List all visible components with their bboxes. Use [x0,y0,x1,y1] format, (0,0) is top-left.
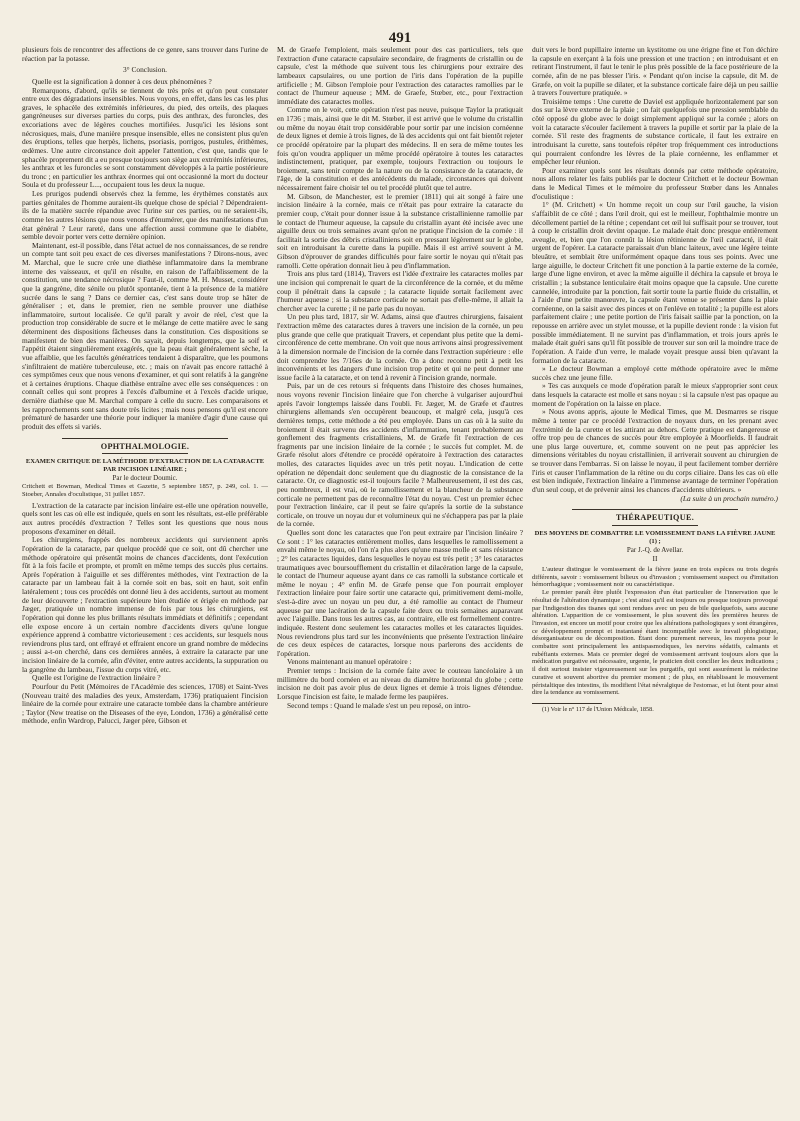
column-middle [277,46,523,1111]
column-left [22,46,268,1111]
paragraph: Le premier paraît être plutôt l'expression d'un état particulier de l'innervation que le résultat de l'altération dynamique ; c'est ainsi qu'il est toujours ou presque toujours provoqué par l'indigestion des tisanes qui sont rendues avec un peu de bile quelquefois, sans aucune altération. L'apparition de ce vomissement, le plus souvent dès les premières heures de l'invasion, est encore un motif pour croire que les altérations pathologiques y sont étrangères, ce développement prompt et instantané étant incompatible avec le travail phlogistique, désorganisateur ou de décomposition. Étant donc purement nerveux, les moyens pour le combattre sont principalement les antispasmodiques, les nervins sédatifs, calmants et rubéfiants externes. Mais ce premier degré de vomissement arrivant toujours alors que la médication purgative est nécessaire, urgente, le praticien doit concilier les deux indications ; il doit surtout insister vigoureusement sur les purgatifs, qui sont assurément la médecine curative et souvent abortive du premier moment ; de plus, en rétablissant le mouvement péristaltique des intestins, ils modifient l'état névralgique de l'estomac, et lui ôtent pour ainsi dire la tendance au vomissement. [532,589,778,697]
section-divider [572,509,738,510]
continued-note: (La suite à un prochain numéro.) [680,493,778,503]
paragraph: Quelle est l'origine de l'extraction linéaire ? [32,673,161,683]
section-divider [62,438,228,439]
section-title: OPHTHALMOLOGIE. [100,441,190,451]
paragraph: duit vers le bord pupillaire interne un kystitome ou une érigne fine et l'on déchire la capsule en exerçant à la fois une pression et une traction ; en introduisant et en retirant l'instrument, il faut le tenir le plus près possible de la face postérieure de la cornée, afin de ne pas blesser l'iris. « Pendant qu'on incise la capsule, dit M. de Græfe, on voit la pupille se dilater, et la substance corticale faire déjà un peu saillie à travers l'ouverture pratiquée. » [532,46,778,98]
paragraph: Quelle est la signification à donner à ces deux phénomènes ? [32,76,212,86]
paragraph: Remarquons, d'abord, qu'ils se tiennent de très près et qu'on peut constater entre eux des dégradations insensibles. Nous voyons, en effet, dans les cas les plus graves, le sphacèle des extrémités inférieures, du pied, des orteils, des plaques gangréneuses sur diverses parties du corps, puis des anthrax, des furoncles, des excoriations avec de légères couches mortifiées. Jusqu'ici les lésions sont nécrosiques, mais, d'une manière presque insensible, elles ne consistent plus qu'en des éruptions, telles que herpès, lichens, psoriasis, porrigos, pustules, érithèmes, œdèmes. Une autre circonstance doit appeler l'attention, c'est que, tandis que le sphacèle proprement dit a eu presque toujours son siège aux extrémités inférieures, les anthrax et les furoncles se sont constamment développés à la partie postérieure du tronc ; en particulier les anthrax énormes qui ont occasionné la mort du docteur Soula et du professeur L..., occupaient tous les deux la nuque. [22,85,268,190]
conclusion-heading: 3° Conclusion. [122,65,167,75]
paragraph: Un peu plus tard, 1817, sir W. Adams, ainsi que d'autres chirurgiens, faisaient l'extraction même des cataractes dures à travers une incision de la cornée, un peu plus grande que celle que pratiquait Travers, et cependant plus petite que la demi-circonférence de cette membrane. On voit que nous arrivons ainsi progressivement à la dimension normale de l'incision de la cornée dans l'extraction supérieure : elle doit comprendre les 7/16es de la cornée. On a donc reconnu petit à petit les inconvénients et les dangers d'une incision trop petite et qui ne peut donner une issue facile à la cataracte, et on tend à revenir à l'incision grande, normale. [277,312,523,382]
section-roman-numeral: II [652,554,658,564]
paragraph: Pour examiner quels sont les résultats donnés par cette méthode opératoire, nous allons relater les faits publiés par le docteur Critchett et le docteur Bowman dans le Medical Times et le mémoire du professeur Stœber dans les Annales d'oculistique : [532,165,778,201]
paragraph: L'extraction de la cataracte par incision linéaire est-elle une opération nouvelle, quels sont les cas où elle est indiquée, quels en sont les résultats, est-elle préférable aux autres procédés d'extraction ? Telles sont les questions que nous nous proposons d'examiner en détail. [22,500,268,536]
paragraph: » Tes cas auxquels ce mode d'opération paraît le mieux s'approprier sont ceux dans lesquels la cataracte est molle et sans noyau : si la capsule n'est pas opaque au moment de l'opération on la laisse en place. [532,381,778,408]
paragraph: Second temps : Quand le malade s'est un peu reposé, on intro- [287,700,471,710]
paragraph: plusieurs fois de rencontrer des affections de ce genre, sans trouver dans l'urine de réaction par la potasse. [22,46,268,63]
article-title: EXAMEN CRITIQUE DE LA MÉTHODE D'EXTRACTION DE LA CATARACTE PAR INCISION LINÉAIRE ; [25,458,265,474]
paragraph: 1° (M. Critchett) « Un homme reçoit un coup sur l'œil gauche, la vision s'affaiblit de ce côté ; dans l'œil droit, qui est le meilleur, l'ophthalmie montre un décollement partiel de la rétine ; cependant cet œil lui suffisait pour se trouver, tout à coup le cristallin droit devint opaque. Le malade était donc presque entièrement aveugle, et, bien que l'on connût la lésion rétinienne de l'œil cataracté, il était urgent de l'opérer. La cataracte paraissait d'un blanc laiteux, avec une légère teinte bleuâtre, et semblait être uniformément opaque dans tous ses points. Avec une large aiguille, le docteur Critchett fit une ponction à la partie externe de la cornée, large d'une ligne environ, et avec la même aiguille il déchira la capsule et broya le cristallin ; la substance lenticulaire était moins opaque que la capsule. Une curette cannelée, introduite par la ponction, fait sortir toute la partie fluide du cristallin, et à l'aide d'une petite manœuvre, la capsule étant venue se présenter dans la plaie cornéenne, on la saisit avec des pinces et on l'enlève en totalité ; la pupille est alors parfaitement claire ; une petite portion de l'iris faisait saillie par la ponction, on la repousse en arrière avec un stylet mousse, et la pupille devient ronde : la vision fut possible immédiatement. Il ne survint pas d'inflammation, et trois jours après le malade était guéri sans qu'il fût possible de trouver sur son œil la moindre trace de l'opération. A l'aide d'un verre, le malade voyait presque aussi bien qu'avant la formation de la cataracte. [532,200,778,365]
paragraph: Quelles sont donc les cataractes que l'on peut extraire par l'incision linéaire ? Ce sont : 1° les cataractes entièrement molles, dans lesquelles le ramollissement a envahi même le noyau, où l'on n'a plus alors qu'une masse molle et sans résistance ; 2° les cataractes liquides, dans lesquelles le noyau est très petit ; 3° les cataractes traumatiques avec boursoufflement du cristallin et dilacération large de la capsule, le contact de l'humeur aqueuse ayant dans ce cas ramolli la substance corticale et même le noyau ; 4° enfin M. de Græfe pense que l'on pourrait employer l'extraction linéaire pour faire sortir une cataracte qui, primitivement demi-molle, s'est-à-dire avec un noyau un peu dur, a été ramollie au contact de l'humeur aqueuse par une lacération de la capsule faite deux ou trois semaines auparavant avec l'aiguille. Dans tous les autres cas, au contraire, elle est formellement contre-indiquée. Restent donc seulement les cataractes molles et les cataractes liquides. Nous reviendrons plus tard sur les inconvénients que présente l'extraction linéaire de ces deux espèces de cataractes, lorsque nous parlerons des accidents de l'opération. [277,528,523,658]
article-references: Critchett et Bowman, Medical Times et Gazette, 5 septembre 1857, p. 249, col. 1. — Stoeber, Annales d'oculistique, 31 juillet 1857. [22,482,268,498]
paragraph: Puis, par un de ces retours si fréquents dans l'histoire des choses humaines, nous voyons revenir l'incision linéaire que l'on cherche à vulgariser aujourd'hui après l'avoir longtemps laissée dans l'oubli. Fr. Jæger, M. de Græfe et d'autres chirurgiens allemands s'en occupèrent beaucoup, et malgré cela, jusqu'à ces dernières temps, cette méthode a été peu employée. Dans un cas où à la suite du broiement il était survenu des accidents d'inflammation, tenant probablement au gonflement des fragments cristalliniens, M. de Græfe fit l'extraction de ces fragments par une incision linéaire de la cornée ; le succès fut complet. M. de Græfe résolut alors d'étendre ce procédé opératoire à l'extraction des cataractes molles, des cataractes liquides avec un très petit noyau. L'indication de cette opération ne dépendait donc seulement que du diagnostic de la consistance de la cataracte. Or, ce diagnostic est-il toujours facile ? Malheureusement, il est des cas, peu nombreux, il est vrai, où le ramollissement et la blancheur de la substance corticale ne permettent pas de reconnaître l'état du noyau. C'est un premier échec pour l'extraction linéaire, car il peut se faire qu'après la sortie de la substance corticale, on trouve un noyau dur et volumineux qui ne s'échappera pas par la plaie de la cornée. [277,381,523,529]
column-right [532,46,778,1111]
paragraph: Pourfour du Petit (Mémoires de l'Académie des sciences, 1708) et Saint-Yves (Nouveau traité des maladies des yeux, Amsterdam, 1736) pratiquaient l'incision linéaire de la cornée pour extraire une cataracte tombée dans la chambre antérieure ; Taylor (New treatise on the Diseases of the eye, London, 1736) a généralisé cette méthode, enfin Wardrop, Palucci, Jæger père, Gibson et [22,681,268,726]
paragraph: Maintenant, est-il possible, dans l'état actuel de nos connaissances, de se rendre un compte tant soit peu exact de ces diverses manifestations ? Dirons-nous, avec M. Marchal, que le sucre crée une diathèse inflammatoire dans la membrane interne des vaisseaux, et qu'il en résulte, en raison de l'affaiblissement de la constitution, une tendance nécrosique ? Faut-il, comme M. H. Musset, considérer que la gangrène, dite sénile ou plutôt spontanée, tient à la présence de la matière sucrée dans le sang ? Dans ce dernier cas, c'est sans doute trop se hâter de généraliser ; et, dans le premier, rien ne semble prouver une diathèse inflammatoire, surtout localisée. Ce qu'il paraît y avoir de réel, c'est que la production trop considérable de sucre et le mélange de cette matière avec le sang déterminent des dispositions fâcheuses dans la constitution. Ces dispositions se manifestent de bien des manières. On sayait, depuis longtemps, que la soif et l'appétit étaient singulièrement exagérés, que la peau était généralement sèche, la vue affaiblie, que les facultés génératrices tendaient à disparaître, que les poumons s'infiltraient de matière tuberculeuse, etc. ; mais on n'avait pas encore rattaché à ces symptômes ceux que nous venons d'examiner, et qui sont relatifs à la gangrène et à certaines éruptions. Chaque diathèse entraîne avec elle ses conséquences : on connaît celles qui sont propres à l'excès d'albumine et à l'excès d'acide urique, dernière diathèse que M. Marchal compare à celle du sucre. Les comparaisons et les rapprochements sont sans doute très licites ; mais nous pensons qu'il est encore prématuré de hasarder une théorie pour indiquer la manière d'agir d'une cause qui produit des effets si variés. [22,240,268,431]
title-divider [612,525,698,526]
footnote: (1) Voir le n° 117 de l'Union Médicale, 1858. [542,705,654,713]
paragraph: Comme on le voit, cette opération n'est pas neuve, puisque Taylor la pratiquait en 1736 ; mais, ainsi que le dit M. Stœber, il est arrivé que le volume du cristallin ou même du noyau était trop considérable pour sortir par une incision cornéenne de deux lignes et demie à trois lignes, de là des accidents qui ont fait bientôt rejeter ce procédé opératoire par la plupart des médecins. Il en sera de même toutes les fois qu'on voudra appliquer un même procédé opératoire à toutes les cataractes indistinctement, pratiquer, par exemple, toujours l'extraction ou toujours le broiement, sans tenir compte de la nature ou de la consistance de la cataracte, de l'âge, de la constitution et des antécédents du malade, circonstances qui doivent nécessairement faire choisir tel ou tel procédé plutôt que tel autre. [277,105,523,192]
paragraph: Premier temps : Incision de la cornée faite avec le couteau lancéolaire à un millimètre du bord cornéen et au niveau du diamètre horizontal du globe ; cette incision ne doit pas avoir plus de deux lignes et demie à trois lignes d'étendue. Lorsque l'incision est faite, le malade ferme les paupières. [277,666,523,701]
paragraph: Trois ans plus tard (1814), Travers est l'idée d'extraire les cataractes molles par une incision qui comprenait le quart de la circonférence de la cornée, et du même coup il pénétrait dans la capsule ; la cataracte liquide sortait facilement avec l'humeur aqueuse ; si la substance corticale ne sortait pas d'elle-même, il allait la chercher avec la curette ; il ne parle pas du noyau. [277,269,523,313]
paragraph: L'auteur distingue le vomissement de la fièvre jaune en trois espèces ou trois degrés différents, savoir : vomissement bilieux ou d'invasion ; vomissement suspect ou d'imitation hémorrhagique ; vomissement noir ou caractéristique. [532,566,778,589]
paragraph: M. de Graefe l'emploient, mais seulement pour des cas particuliers, tels que l'extraction d'une cataracte capsulaire secondaire, de fragments de cristallin ou de capsule, c'est la méthode que suivent tous les chirurgiens pour extraire des lambeaux capsulaires, ou une portion de l'iris dans l'opération de la pupille artificielle ; M. Gibson l'emploie pour l'extraction des cataractes ramollies par le contact de l'humeur aqueuse ; MM. de Graefe, Stœber, etc., pour l'extraction immédiate des cataractes molles. [277,46,523,106]
paragraph: Les prurigos pudendi observés chez la femme, les érythèmes constatés aux parties génitales de l'homme auraient-ils quelque chose de spécial ? Dépendraient-ils de la matière sucrée répandue avec l'urine sur ces parties, ou ne seraient-ils, comme les autres lésions que nous venons d'énumérer, que des manifestations d'un état général ? Leur rareté, dans une affection aussi commune que le diabète, semble devoir porter vers cette dernière opinion. [22,189,268,242]
article-author: Par le docteur Doumic. [112,474,178,483]
paragraph: » Le docteur Bowman a employé cette méthode opératoire avec le même succès chez une jeune fille. [532,364,778,382]
paragraph: Troisième temps : Une curette de Daviel est appliquée horizontalement par son dos sur la lèvre externe de la plaie ; on fait quelquefois une pression semblable du côté opposé du globe avec le doigt simplement appliqué sur la cornée ; alors on voit la cataracte s'écouler facilement à travers la pupille et sortir par la plaie de la cornée. S'il reste des fragments de substance corticale, il faut les extraire en introduisant la curette, sans toutefois répéter trop fréquemment ces introductions qui pourraient confondre les lèvres de la plaie cornéenne, les enflammer et empêcher leur réunion. [532,96,778,167]
page-number: 491 [388,30,412,46]
paragraph: » Nous avons appris, ajoute le Medical Times, que M. Desmarres se risque même à tenter par ce procédé l'extraction de noyaux durs, en les prenant avec l'extrémité de la curette et les attirant au dehors. Cette pratique est dangereuse et offre trop peu de chances de succès pour être employée à Moorfields. Il faudrait une plus large ouverture, et, comme souvent on ne peut pas apprécier les dimensions véritables du noyau cristallinien, il arriverait souvent au chirurgien de se trouver dans l'embarras. Si on laisse le noyau, il peut facilement tomber derrière l'iris et causer l'inflammation de la rétine ou du corps ciliaire. Dans les cas où elle est bien indiquée, l'extraction linéaire a l'immense avantage de terminer l'opération d'un seul coup, et de prévenir ainsi les chances d'accidents ultérieurs. » [532,407,778,494]
article-author: Par J.-Q. de Avellar. [626,545,684,554]
section-title: THÉRAPEUTIQUE. [615,513,695,523]
paragraph: Les chirurgiens, frappés des nombreux accidents qui surviennent après l'opération de la cataracte, par quelque procédé que ce soit, ont dû chercher une méthode opératoire qui présentât moins de chances d'accidents, dont l'exécution fût à la fois facile et prompte, et promît en même temps des succès plus certains. Après l'opération à l'aiguille et ses différentes méthodes, vint l'extraction de la cataracte par un lambeau fait à la cornée soit en bas, soit en haut, soit enfin latéralement ; tous ces procédés ont donné lieu à des accidents, surtout au moment de leur découverte ; l'extraction supérieure bien étudiée et érigée en méthode par Jæger, pratiquée un nombre immense de fois par tous les chirurgiens, est l'opération qui donne les plus brillants résultats immédiats et définitifs ; cependant elle expose encore à un certain nombre d'accidents divers qu'une longue expérience apprend à combattre victorieusement : ces accidents, sur lesquels nous reviendrons plus tard, ont effrayé et effraient encore un grand nombre de médecins ; aussi a-t-on cherché, dans ces dernières années, à extraire la cataracte par une incision linéaire de la cornée, afin d'éviter, entre autres accidents, la suppuration ou la gangrène du lambeau, l'issue du corps vitré, etc. [22,535,268,674]
title-divider [102,453,188,454]
footnote-divider [532,703,602,704]
paragraph: Venons maintenant au manuel opératoire : [287,657,412,667]
article-title: DES MOYENS DE COMBATTRE LE VOMISSEMENT DANS LA FIÈVRE JAUNE (1) ; [534,529,776,545]
paragraph: M. Gibson, de Manchester, est le premier (1811) qui ait songé à faire une incision linéaire à la cornée, mais ce n'était pas pour extraire la cataracte du premier coup, c'était pour donner issue à la substance cristallinienne ramollie par le contact de l'humeur aqueuse, la capsule du cristallin ayant été incisée avec une aiguille deux ou trois semaines avant qu'on ne pratique l'incision de la cornée : il facilitait la sortie des débris cristalliniens soit en pressant légèrement sur le globe, soit en introduisant la curette dans la pupille. Mais il est arrivé souvent à M. Gibson d'éprouver de grandes difficultés pour faire sortir le noyau qui n'était pas ramolli. Cette opération donnait lieu à peu d'inflammation. [277,191,523,270]
